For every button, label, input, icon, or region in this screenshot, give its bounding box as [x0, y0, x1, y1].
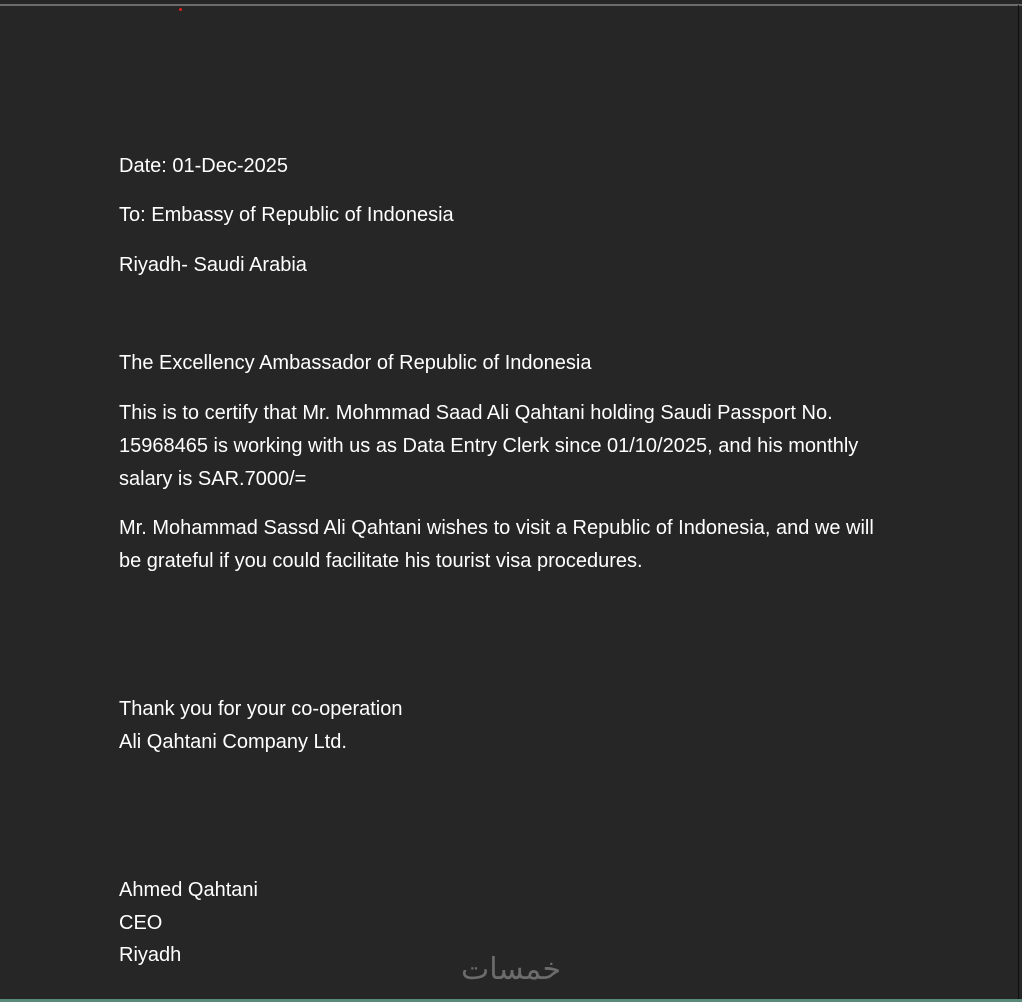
letter-paragraph-certification: This is to certify that Mr. Mohmmad Saad Ali Qahtani holding Saudi Passport No. 15968465 is working with us as Data Entry Clerk since 01/10/2025, and his monthly salary is SAR.7000/= [119, 402, 859, 490]
letter-company: Ali Qahtani Company Ltd. [119, 731, 347, 753]
signatory-city: Riyadh [119, 944, 182, 966]
top-border [0, 4, 1022, 6]
letter-paragraph-request: Mr. Mohammad Sassd Ali Qahtani wishes to visit a Republic of Indonesia, and we will be grateful if you could facilitate his tourist visa procedures. [119, 517, 874, 572]
signatory-title: CEO [119, 912, 163, 934]
letter-date: Date: 01-Dec-2025 [119, 155, 288, 177]
cursor-marker [179, 8, 182, 11]
letter-recipient-city: Riyadh- Saudi Arabia [119, 254, 307, 276]
letter-recipient: To: Embassy of Republic of Indonesia [119, 204, 454, 226]
letter-closing: Thank you for your co-operation [119, 698, 403, 720]
letter-salutation: The Excellency Ambassador of Republic of Indonesia [119, 352, 592, 374]
signatory-name: Ahmed Qahtani [119, 879, 258, 901]
right-border [1018, 5, 1019, 1000]
watermark-logo: خمسات [460, 952, 562, 987]
